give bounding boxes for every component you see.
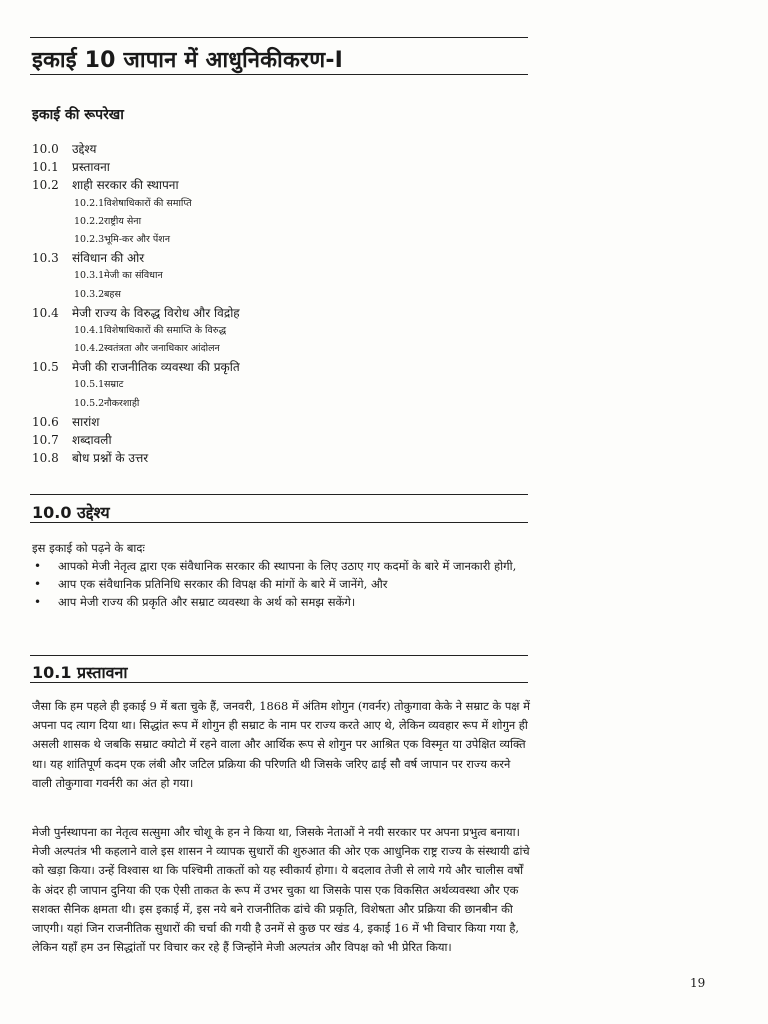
bullet-icon: • (34, 559, 42, 573)
toc-entry (32, 249, 512, 267)
toc-text: मेजी की राजनीतिक व्यवस्था की प्रकृति (72, 360, 240, 375)
toc-number: 10.7 (32, 433, 59, 447)
toc-text: नौकरशाही (104, 397, 140, 409)
table-of-contents (32, 140, 512, 467)
objective-text: आप मेजी राज्य की प्रकृति और सम्राट व्यवस्था के अर्थ को समझ सकेंगे। (58, 595, 356, 609)
toc-text: मेजी राज्य के विरुद्ध विरोध और विद्रोह (72, 305, 240, 320)
toc-text: सम्राट (104, 379, 124, 391)
top-rule (30, 37, 528, 38)
paragraph: मेजी पुर्नस्थापना का नेतृत्व सत्सुमा और चोशू के हन ने किया था, जिसके नेताओं ने नयी सरकार पर अपना प्रभुत्व बनाया। मेजी अल्पतंत्र भी कहलाने वाले इस शासन ने व्यापक सुधारों की शुरुआत की ओर एक आधुनिक राष्ट्र राज्य के संस्थायी ढांचे को खड़ा किया। उन्हें विश्वास था कि पश्चिमी ताकतों को यह स्वीकार्य होगा। ये बदलाव तेजी से लाये गये और चालीस वर्षों के अंदर ही जापान दुनिया की एक ऐसी ताकत के रूप में उभर चुका था जिसके पास एक विकसित अर्थव्यवस्था और एक सशक्त सैनिक क्षमता थी। इस इकाई में, इस नये बने राजनीतिक ढांचे की प्रकृति, विशेषता और प्रक्रिया की छानबीन की जाएगी। यहां जिन राजनीतिक सुधारों की चर्चा की गयी है उनमें से कुछ पर खंड 4, इकाई 16 में भी विचार किया गया है, लेकिन यहाँ हम उन सिद्धांतों पर विचार कर रहे हैं जिन्होंने मेजी अल्पतंत्र और विपक्ष को भी प्रेरित किया। (32, 825, 530, 955)
toc-entry (32, 195, 512, 213)
toc-number: 10.2.3 (74, 233, 105, 245)
toc-entry (32, 413, 512, 431)
toc-text: राष्ट्रीय सेना (104, 215, 142, 227)
section-rule-bottom (30, 522, 528, 523)
title-underline (30, 74, 528, 75)
toc-number: 10.8 (32, 451, 59, 466)
toc-entry (32, 231, 512, 249)
bullet-icon: • (34, 595, 42, 609)
toc-number: 10.5.2 (74, 397, 105, 409)
section-rule-bottom (30, 682, 528, 683)
toc-text: संविधान की ओर (72, 251, 145, 266)
toc-text: सारांश (72, 414, 100, 429)
toc-text: शब्दावली (72, 433, 112, 447)
toc-entry (32, 376, 512, 394)
toc-entry (32, 158, 512, 176)
toc-entry (32, 322, 512, 340)
toc-number: 10.2 (32, 178, 59, 193)
toc-text: बहस (104, 288, 121, 300)
list-item (32, 593, 532, 611)
toc-number: 10.2.1 (74, 197, 105, 209)
toc-text: भूमि-कर और पेंशन (104, 233, 170, 245)
toc-text: शाही सरकार की स्थापना (72, 178, 179, 193)
toc-entry (32, 395, 512, 413)
toc-text: स्वतंत्रता और जनाधिकार आंदोलन (104, 343, 220, 355)
toc-number: 10.4.1 (74, 324, 105, 336)
toc-number: 10.2.2 (74, 215, 105, 227)
toc-number: 10.3 (32, 251, 59, 266)
outline-heading: इकाई की रूपरेखा (32, 107, 124, 123)
list-item (32, 557, 532, 575)
toc-number: 10.3.1 (74, 270, 105, 282)
objectives-intro: इस इकाई को पढ़ने के बादः (32, 541, 145, 555)
toc-text: प्रस्तावना (72, 160, 110, 175)
toc-text: उद्देश्य (72, 142, 97, 156)
section-rule-top (30, 655, 528, 656)
toc-entry (32, 431, 512, 449)
unit-title: इकाई 10 जापान में आधुनिकीकरण-I (32, 48, 344, 73)
toc-number: 10.3.2 (74, 288, 105, 300)
toc-text: मेजी का संविधान (104, 270, 163, 282)
toc-number: 10.4.2 (74, 343, 105, 355)
toc-entry (32, 304, 512, 322)
toc-number: 10.0 (32, 142, 59, 156)
toc-number: 10.6 (32, 414, 59, 429)
section-heading-objectives: 10.0 उद्देश्य (32, 503, 110, 522)
toc-entry (32, 176, 512, 194)
toc-entry (32, 340, 512, 358)
objective-text: आपको मेजी नेतृत्व द्वारा एक संवैधानिक सरकार की स्थापना के लिए उठाए गए कदमों के बारे में जानकारी होगी, (58, 559, 517, 573)
list-item (32, 575, 532, 593)
toc-number: 10.4 (32, 305, 59, 320)
toc-number: 10.5.1 (74, 379, 105, 391)
toc-entry (32, 449, 512, 467)
page-number: 19 (690, 976, 706, 990)
toc-entry (32, 140, 512, 158)
paragraph: जैसा कि हम पहले ही इकाई 9 में बता चुके हैं, जनवरी, 1868 में अंतिम शोगुन (गवर्नर) तोकुगावा केके ने सम्राट के पक्ष में अपना पद त्याग दिया था। सिद्धांत रूप में शोगुन ही सम्राट के नाम पर राज्य करते आए थे, लेकिन व्यवहार रूप में शोगुन ही असली शासक थे जबकि सम्राट क्योटो में रहने वाला और आर्थिक रूप से शोगुन पर आश्रित एक विस्मृत या उपेक्षित व्यक्ति था। यह शांतिपूर्ण कदम एक लंबी और जटिल प्रक्रिया की परिणति थी जिसके जरिए ढाई सौ वर्ष जापान पर राज्य करने वाली तोकुगावा गवर्नरी का अंत हो गया। (32, 699, 530, 790)
toc-text: बोध प्रश्नों के उत्तर (72, 451, 149, 466)
toc-entry (32, 213, 512, 231)
bullet-icon: • (34, 577, 42, 591)
objective-text: आप एक संवैधानिक प्रतिनिधि सरकार की विपक्ष की मांगों के बारे में जानेंगे, और (58, 577, 388, 591)
toc-entry (32, 267, 512, 285)
toc-text: विशेषाधिकारों की समाप्ति के विरुद्ध (104, 324, 227, 336)
toc-number: 10.5 (32, 360, 59, 375)
section-rule-top (30, 494, 528, 495)
toc-number: 10.1 (32, 160, 59, 175)
objectives-list (32, 557, 532, 611)
toc-entry (32, 286, 512, 304)
toc-entry (32, 358, 512, 376)
section-heading-introduction: 10.1 प्रस्तावना (32, 663, 128, 682)
toc-text: विशेषाधिकारों की समाप्ति (104, 197, 192, 209)
